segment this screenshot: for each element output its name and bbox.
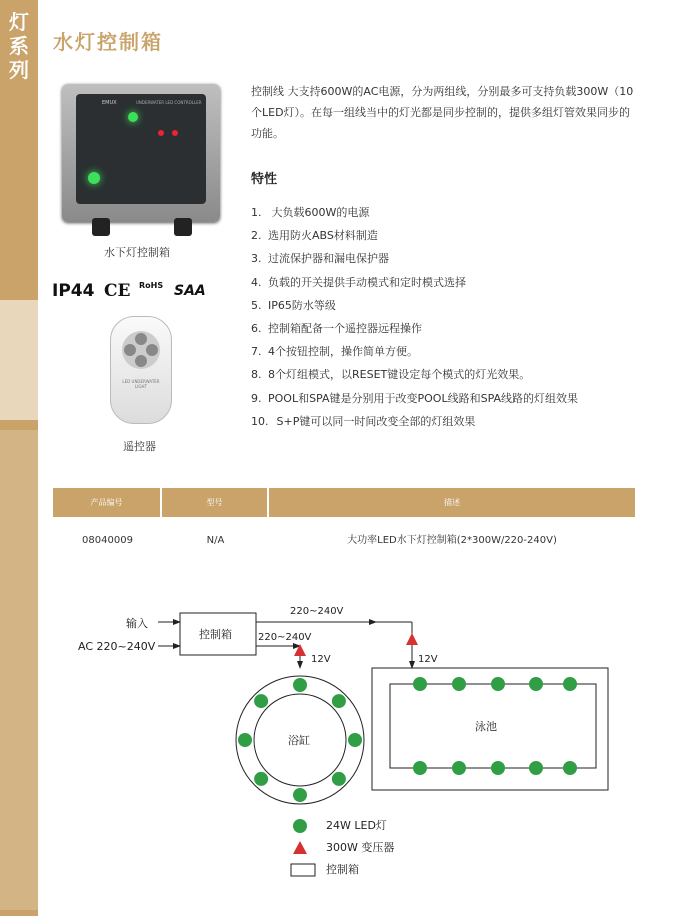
feature-item: 7. 4个按钮控制，操作简单方便。 [251, 345, 418, 359]
controller-face [76, 94, 206, 204]
remote-keypad [122, 331, 160, 369]
rohs-logo: RoHS [139, 281, 164, 290]
feature-item: 4. 负载的开关提供手动模式和定时模式选择 [251, 275, 466, 289]
led-icon [348, 733, 362, 747]
pool-label: 泳池 [475, 720, 497, 733]
category-label: 灯系列 [9, 10, 29, 82]
controller-caption: 水下灯控制箱 [104, 246, 170, 259]
led-icon [293, 678, 307, 692]
remote-caption: 遥控器 [123, 440, 156, 453]
legend: 24W LED灯 300W 变压器 控制箱 [290, 818, 490, 880]
certification-logos [52, 281, 222, 303]
led-icon [254, 772, 268, 786]
feature-item: 2. 选用防火ABS材料制造 [251, 229, 378, 243]
cell-model: N/A [206, 535, 225, 546]
spa-voltage-label: 12V [311, 654, 331, 665]
led-icon [529, 761, 543, 775]
feature-item: 10. S+P键可以同一时间改变全部的灯组效果 [251, 414, 476, 428]
cell-product-code: 08040009 [82, 535, 133, 546]
led-icon [563, 677, 577, 691]
pool-voltage-label: 12V [418, 654, 438, 665]
led-icon [491, 761, 505, 775]
feature-item: 8. 8个灯组模式，以RESET键设定每个模式的灯光效果。 [251, 368, 531, 382]
led-icon [413, 677, 427, 691]
feature-item: 5. IP65防水等级 [251, 298, 336, 312]
led-icon [332, 694, 346, 708]
device-model: UNDERWATER LED CONTROLLER [136, 100, 202, 105]
features-heading: 特性 [251, 172, 278, 187]
device-brand: EMUX [102, 100, 117, 106]
feature-item: 6. 控制箱配备一个遥控器远程操作 [251, 321, 422, 335]
feature-item: 3. 过流保护器和漏电保护器 [251, 252, 389, 266]
led-icon [529, 677, 543, 691]
table-row [53, 532, 635, 552]
cable-gland-icon [174, 218, 192, 236]
status-led-icon [172, 130, 178, 136]
page-title: 水灯控制箱 [53, 30, 163, 54]
remote-button-icon [124, 344, 136, 356]
led-icon [254, 694, 268, 708]
features-list [251, 201, 578, 433]
led-icon [293, 819, 307, 833]
saa-logo: SAA [174, 283, 206, 299]
transformer-icon [293, 841, 307, 854]
spa-label: 浴缸 [288, 734, 310, 747]
feature-item: 1. 大负载600W的电源 [251, 206, 370, 219]
button-led-icon [88, 172, 100, 184]
led-icon [238, 733, 252, 747]
led-icon [452, 677, 466, 691]
led-icon [563, 761, 577, 775]
line-1-label: 220~240V [290, 606, 344, 617]
feature-item: 9. POOL和SPA键是分别用于改变POOL线路和SPA线路的灯组效果 [251, 391, 579, 405]
controller-box-photo [62, 84, 220, 222]
product-description: 控制线 大支持600W的AC电源，分为两组线，分别最多可支持负载300W（10个LED灯）。在每一组线当中的灯光都是同步控制的，提供多组灯管效果同步的功能。 [251, 85, 634, 140]
remote-brand: LED UNDERWATER LIGHT [122, 379, 160, 389]
ce-logo: CE [104, 281, 131, 301]
led-icon [491, 677, 505, 691]
sidebar-decoration [0, 300, 38, 420]
header-description: 描述 [269, 488, 635, 517]
table-header [53, 488, 635, 517]
led-icon [293, 788, 307, 802]
led-icon [413, 761, 427, 775]
led-icon [452, 761, 466, 775]
line-2-label: 220~240V [258, 632, 312, 643]
power-led-icon [128, 112, 138, 122]
remote-button-icon [146, 344, 158, 356]
transformer-icon [406, 633, 418, 645]
remote-button-icon [135, 355, 147, 367]
remote-button-icon [135, 333, 147, 345]
ip44-logo: IP44 [52, 281, 95, 301]
wiring-diagram [0, 590, 686, 820]
status-led-icon [158, 130, 164, 136]
input-label: 输入 [126, 617, 148, 630]
led-icon [332, 772, 346, 786]
cell-description: 大功率LED水下灯控制箱(2*300W/220-240V) [347, 535, 557, 546]
header-model: 型号 [162, 488, 269, 517]
control-box-label: 控制箱 [199, 628, 232, 641]
cable-gland-icon [92, 218, 110, 236]
remote-control-photo [110, 316, 172, 424]
control-box-icon [291, 864, 315, 876]
ac-label: AC 220~240V [78, 640, 156, 653]
header-product-code: 产品编号 [53, 488, 162, 517]
